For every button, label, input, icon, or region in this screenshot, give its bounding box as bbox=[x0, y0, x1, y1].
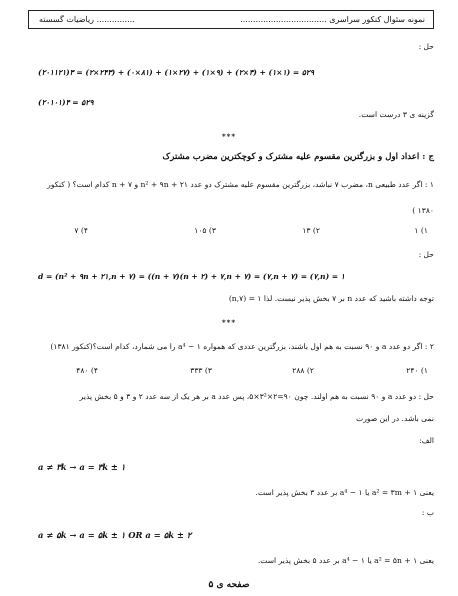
question-1-options bbox=[40, 226, 428, 238]
section-separator: *** bbox=[222, 132, 236, 141]
question-1-note: توجه داشته باشید که عدد n بر ۷ بخش پذیر نیست. لذا ۱ = (۷,n) bbox=[228, 294, 434, 303]
base-conversion-equation-2: (۲۰۱۰۱)۴ = ۵۲۹ bbox=[38, 98, 94, 107]
header-title: نمونه سئوال کنکور سراسری .................................. bbox=[240, 15, 425, 24]
case-b-label: ب : bbox=[421, 508, 434, 517]
page-footer: صفحه ی ۵ bbox=[208, 580, 250, 590]
base-conversion-equation-1: (۲۰۱۱۲۱)۳ = (۲×۲۴۳) + (۰×۸۱) + (۱×۲۷) + (۱×۹) + (۲×۳) + (۱×۱) = ۵۲۹ bbox=[38, 68, 315, 77]
question-1-gcd-equation: d = (n² + ۹n + ۲۱,n + ۷) = ((n + ۷)(n + ۲) + ۷,n + ۷) = (۷,n + ۷) = (۷,n) = ۱ bbox=[38, 272, 345, 281]
q1-option-2: ۲) ۱۳ bbox=[302, 226, 320, 235]
q1-option-4: ۴) ۷ bbox=[74, 226, 88, 235]
question-2-text: ۲ : اگر دو عدد a و ۹۰ نسبت به هم اول باشند، بزرگترین عددی که همواره a⁴ − ۱ را می شمارد، کدام است؟(کنکور ۱۳۸۱) bbox=[50, 342, 434, 351]
question-2-options bbox=[40, 366, 428, 378]
question-2-solution-continued: نمی باشد. در این صورت bbox=[356, 414, 434, 423]
question-2-solution: حل : دو عدد a و ۹۰ نسبت به هم اولند. چون ۹۰=۲×۳²×۵، پس عدد a بر هر یک از سه عدد ۲ و ۳ و ۵ بخش پذیر bbox=[79, 392, 434, 401]
question-1-text: ۱ : اگر عدد طبیعی n، مضرب ۷ نباشد، بزرگترین مقسوم علیه مشترک دو عدد n² + ۹n + ۲۱ و n + ۷ کدام است؟ ( کنکور bbox=[47, 180, 434, 189]
q2-option-4: ۴) ۴۸۰ bbox=[76, 366, 98, 375]
header-subject: ............... ریاضیات گسسته bbox=[39, 15, 135, 24]
case-b-text: یعنی a² = ۵n + ۱ یا a⁴ − ۱ بر عدد ۵ بخش پذیر است. bbox=[257, 556, 434, 565]
q2-option-1: ۱) ۲۴۰ bbox=[406, 366, 428, 375]
q1-option-1: ۱) ۱ bbox=[414, 226, 428, 235]
case-a-math: a ≠ ۳k → a = ۳k ± ۱ bbox=[38, 462, 126, 472]
answer-text: گزینه ی ۳ درست است. bbox=[358, 110, 434, 119]
q2-option-3: ۳) ۳۳۳ bbox=[190, 366, 212, 375]
case-a-text: یعنی a² = ۳m + ۱ یا a⁴ − ۱ بر عدد ۳ بخش پذیر است. bbox=[255, 488, 434, 497]
solution-label: حل : bbox=[418, 42, 434, 51]
q1-option-3: ۳) ۱۰۵ bbox=[194, 226, 216, 235]
case-b-math: a ≠ ۵k → a = ۵k ± ۱ OR a = ۵k ± ۲ bbox=[38, 530, 192, 540]
q2-option-2: ۲) ۲۸۸ bbox=[292, 366, 314, 375]
case-a-label: الف: bbox=[419, 436, 434, 445]
page-header bbox=[28, 10, 434, 29]
section-heading: ج : اعداد اول و بزرگترین مقسوم علیه مشترک و کوچکترین مضرب مشترک bbox=[162, 152, 434, 162]
question-1-solution-label: حل : bbox=[418, 250, 434, 259]
section-separator-2: *** bbox=[222, 318, 236, 327]
question-1-text-continued: ۱۳۸۰ ) bbox=[412, 206, 434, 215]
